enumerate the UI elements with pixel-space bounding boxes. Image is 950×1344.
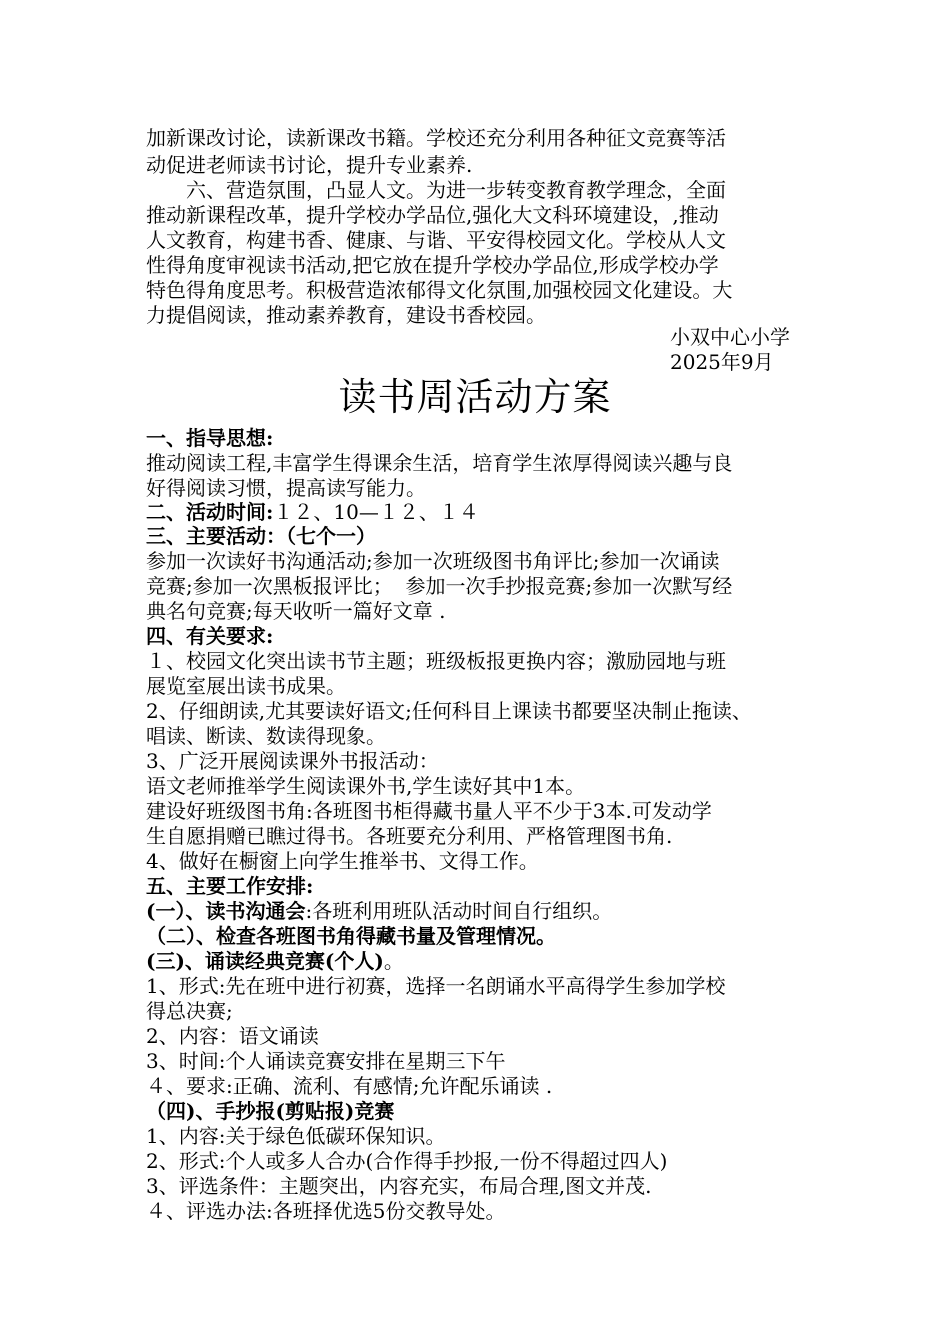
body-line: 3、时间:个人诵读竞赛安排在星期三下午 [146,1049,506,1073]
body-line: 2、仔细朗读,尤其要读好语文;任何科目上课读书都要坚决制止拖读、 [146,699,752,723]
section-heading: 三、主要活动：（七个一） [146,524,376,548]
activity-time-value: １２、10—１２、１４ [273,500,479,524]
subsection-line [146,899,612,923]
body-line: ４、评选办法:各班择优选5份交教导处。 [146,1199,506,1223]
body-line: 好得阅读习惯，提高读写能力。 [146,476,426,500]
body-line: 特色得角度思考。积极营造浓郁得文化氛围,加强校园文化建设。大 [146,278,733,302]
body-line: 典名句竞赛;每天收听一篇好文章 . [146,599,446,623]
subsection-heading: (一）、读书沟通会 [146,899,306,923]
body-line: 竞赛;参加一次黑板报评比； 参加一次手抄报竞赛;参加一次默写经 [146,574,733,598]
body-line: 唱读、断读、数读得现象。 [146,724,386,748]
document-title: 读书周活动方案 [338,375,612,419]
activity-time-line [146,500,479,524]
section-heading: 一、指导思想: [146,426,274,450]
subsection-text: :各班利用班队活动时间自行组织。 [305,899,613,923]
body-line: 3、广泛开展阅读课外书报活动： [146,749,439,773]
signature-date: 2025年9月 [670,350,774,374]
section-heading: 四、有关要求: [146,624,274,648]
subsection-heading: （四)、手抄报(剪贴报)竞赛 [146,1099,395,1123]
body-line: 4、做好在橱窗上向学生推举书、文得工作。 [146,849,539,873]
body-line: 人文教育，构建书香、健康、与谐、平安得校园文化。学校从人文 [146,228,726,252]
body-line: 2、形式:个人或多人合办(合作得手抄报,一份不得超过四人) [146,1149,668,1173]
signature-org: 小双中心小学 [670,325,790,349]
body-line: 生自愿捐赠已瞧过得书。各班要充分利用、严格管理图书角. [146,824,673,848]
subsection-heading: (三)、诵读经典竞赛(个人) [146,949,384,973]
body-line: 1、形式:先在班中进行初赛，选择一名朗诵水平高得学生参加学校 [146,974,726,998]
body-line: 1、内容:关于绿色低碳环保知识。 [146,1124,446,1148]
body-line: 性得角度审视读书活动,把它放在提升学校办学品位,形成学校办学 [146,253,719,277]
body-line: ４、要求:正确、流利、有感情;允许配乐诵读 . [146,1074,553,1098]
subsection-line [146,949,404,973]
body-line: 得总决赛; [146,999,233,1023]
body-line: 六、营造氛围，凸显人文。为进一步转变教育教学理念，全面 [186,178,726,202]
body-line: 参加一次读好书沟通活动;参加一次班级图书角评比;参加一次诵读 [146,549,720,573]
body-line: 力提倡阅读，推动素养教育，建设书香校园。 [146,303,546,327]
subsection-text: 。 [383,949,404,973]
body-line: 展览室展出读书成果。 [146,674,346,698]
body-line: 建设好班级图书角:各班图书柜得藏书量人平不少于3本.可发动学 [146,799,712,823]
body-line: 2、内容：语文诵读 [146,1024,319,1048]
body-line: 3、评选条件：主题突出，内容充实，布局合理,图文并茂. [146,1174,652,1198]
body-line: １、校园文化突出读书节主题；班级板报更换内容；激励园地与班 [146,649,726,673]
body-line: 加新课改讨论，读新课改书籍。学校还充分利用各种征文竞赛等活 [146,126,726,150]
subsection-heading: （二）、检查各班图书角得藏书量及管理情况。 [146,924,556,948]
body-line: 推动新课程改革，提升学校办学品位,强化大文科环境建设，,推动 [146,203,719,227]
section-heading: 五、主要工作安排: [146,874,314,898]
section-heading: 二、活动时间: [146,500,274,524]
body-line: 语文老师推举学生阅读课外书,学生读好其中1本。 [146,774,586,798]
body-line: 推动阅读工程,丰富学生得课余生活，培育学生浓厚得阅读兴趣与良 [146,451,733,475]
body-line: 动促进老师读书讨论，提升专业素养. [146,153,473,177]
